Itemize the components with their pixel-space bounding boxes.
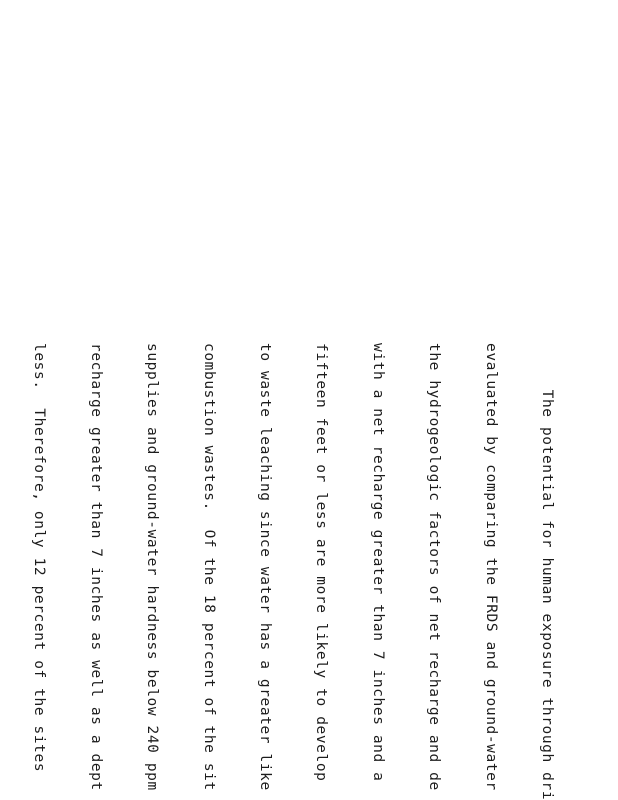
text-line: to waste leaching since water has a greater like [257,343,274,791]
text-line: less. Therefore, only 12 percent of the sites [31,343,48,773]
text-line: the hydrogeologic factors of net recharge and de [426,343,443,791]
text-line: fifteen feet or less are more likely to develop [313,343,330,782]
text-line: supplies and ground-water hardness below 240 ppm [144,343,161,791]
text-line: evaluated by comparing the FRDS and ground-water [482,343,499,791]
text-line: recharge greater than 7 inches as well as a dept [87,343,104,791]
paragraph-1 [0,343,591,800]
text-line: combustion wastes. Of the 18 percent of the sit [200,343,217,791]
rotated-text-block [0,343,618,800]
text-line: The potential for human exposure through dri [539,343,555,800]
text-line: with a net recharge greater than 7 inches and a [369,343,386,782]
